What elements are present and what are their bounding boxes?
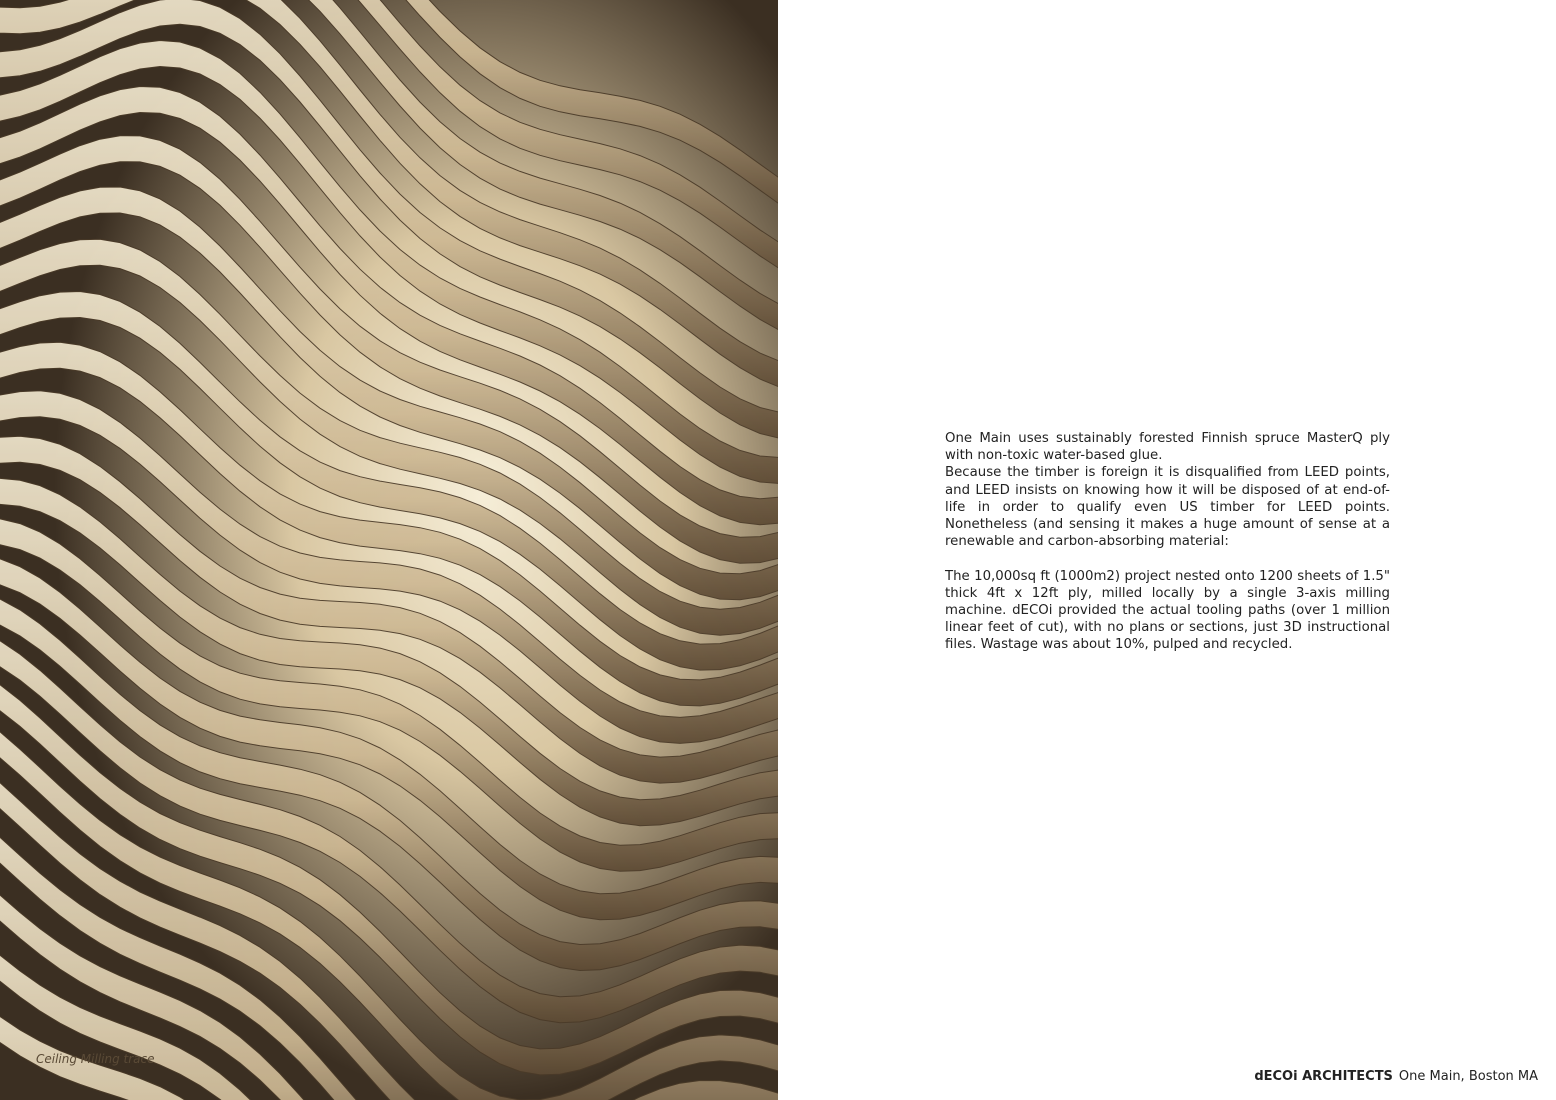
body-text <box>945 430 1390 654</box>
photo-caption: Ceiling Milling trace <box>36 1052 155 1066</box>
paragraph-materials: One Main uses sustainably forested Finnish spruce MasterQ ply with non-toxic water-based glue. <box>945 431 1390 464</box>
paragraph-leed: Because the timber is foreign it is disqualified from LEED points, and LEED insists on knowing how it will be disposed of at end-of-life in order to qualify even US timber for LEED points. Nonetheless (and sensing it makes a huge amount of sense at a renewable and carbon-absorbing material: <box>945 465 1390 550</box>
project-name: One Main, Boston MA <box>1398 1069 1538 1084</box>
firm-name: dECOi ARCHITECTS <box>1254 1069 1393 1084</box>
page-footer <box>1254 1069 1538 1084</box>
paragraph-fabrication: The 10,000sq ft (1000m2) project nested onto 1200 sheets of 1.5" thick 4ft x 12ft ply, milled locally by a single 3-axis milling machine. dECOi provided the actual tooling paths (over 1 million linear feet of cut), with no plans or sections, just 3D instructional files. Wastage was about 10%, pulped and recycled. <box>945 568 1390 653</box>
